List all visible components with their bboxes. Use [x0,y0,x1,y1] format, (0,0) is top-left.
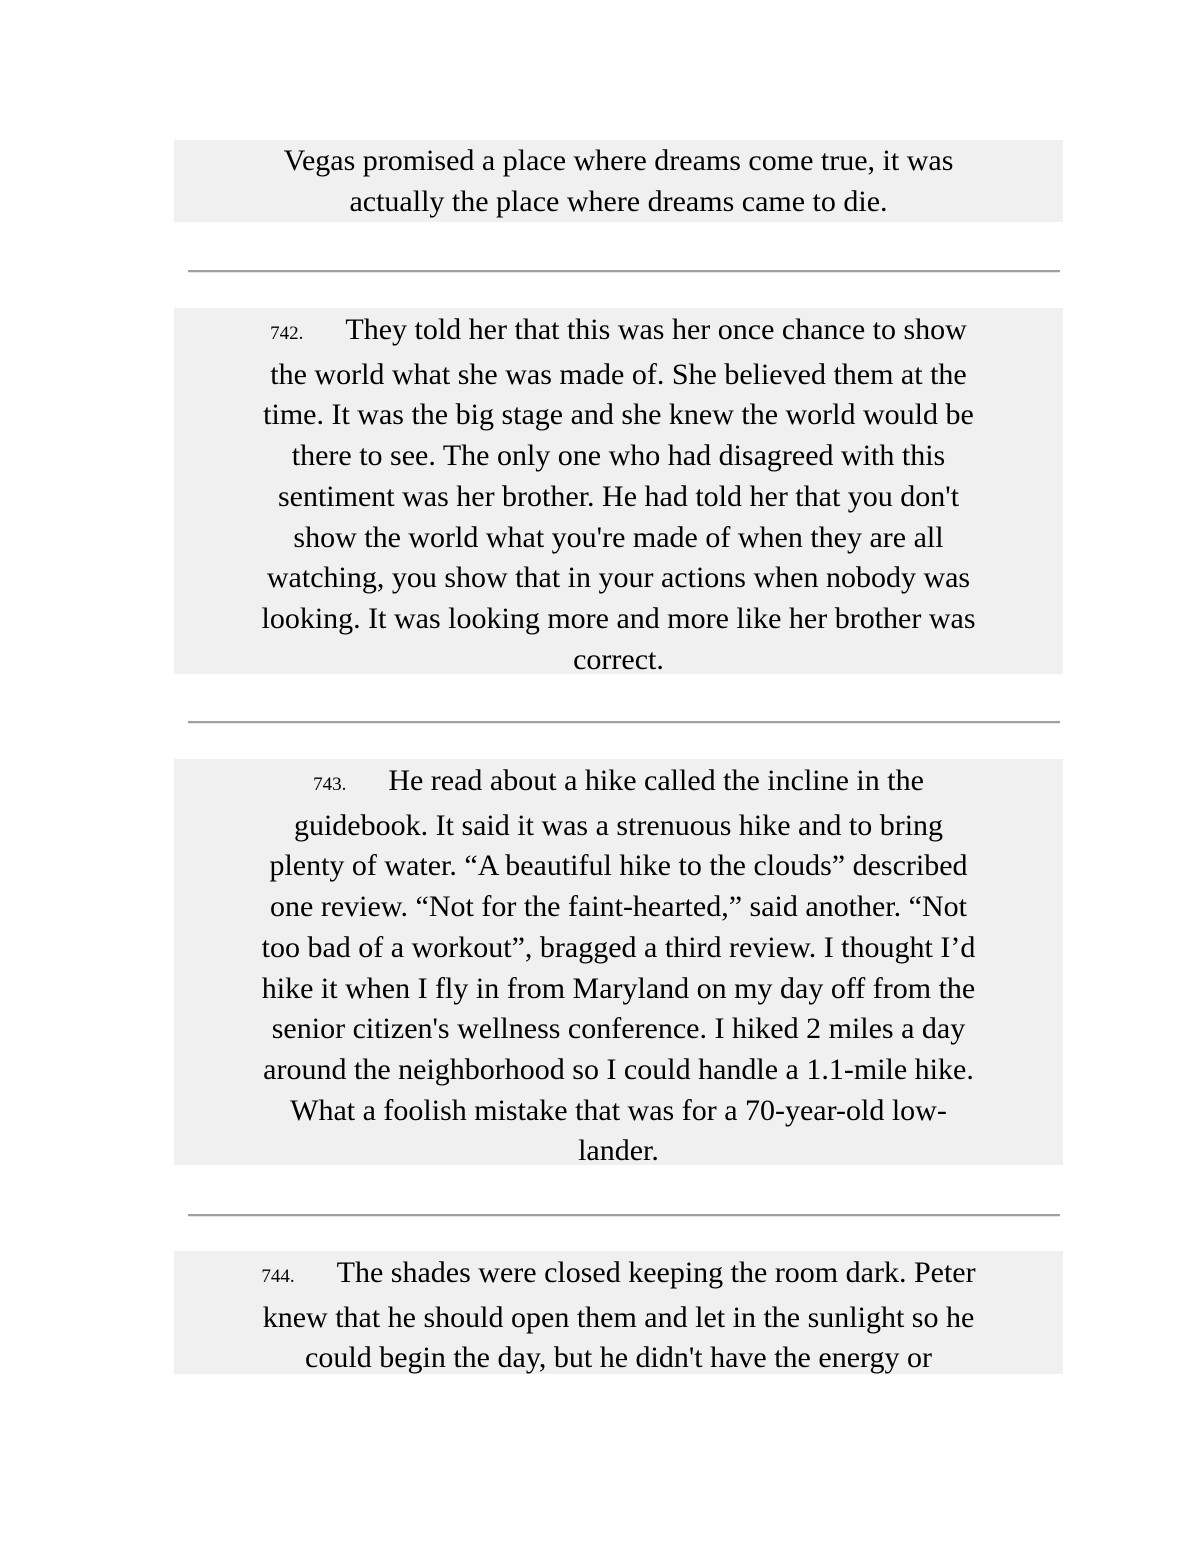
quote-line: could begin the day, but he didn't have the energy or [305,1341,932,1374]
quote-line: plenty of water. “A beautiful hike to the clouds” described [269,849,968,883]
quote-line [182,310,1055,355]
quote-line: time. It was the big stage and she knew the world would be [263,398,974,432]
quote-line: knew that he should open them and let in the sunlight so he [262,1300,975,1334]
horizontal-divider [188,270,1060,273]
quote-line: guidebook. It said it was a strenuous hike and to bring [293,808,944,842]
quote-text: They told her that this was her once chance to show [345,313,967,346]
quote-line: too bad of a workout”, bragged a third review. I thought I’d [261,930,976,964]
quote-block-743 [174,759,1063,1168]
quote-line: hike it when I fly in from Maryland on my day off from the [261,971,976,1005]
entry-number: 743. [313,774,347,795]
quote-line [182,1253,1055,1298]
quote-line: What a foolish mistake that was for a 70-year-old low- [290,1093,947,1127]
quote-line: sentiment was her brother. He had told her that you don't [277,479,960,513]
quote-line: Vegas promised a place where dreams come true, it was [283,144,954,177]
quote-block [174,140,1063,222]
quote-line: show the world what you're made of when they are all [293,520,944,554]
quote-line: one review. “Not for the faint-hearted,” said another. “Not [270,890,967,924]
quote-line: actually the place where dreams came to die. [349,184,888,218]
entry-number: 742. [270,323,304,344]
quote-line: there to see. The only one who had disagreed with this [291,439,946,473]
quote-line: looking. It was looking more and more like her brother was [261,601,976,635]
quote-line: the world what she was made of. She believed them at the [270,357,967,391]
quote-line [182,761,1055,806]
entry-number: 744. [261,1266,295,1287]
quote-text: The shades were closed keeping the room dark. Peter [336,1256,976,1289]
quote-block-744 [174,1251,1063,1374]
quote-line: watching, you show that in your actions when nobody was [266,561,971,595]
quote-line: lander. [578,1134,659,1168]
horizontal-divider [188,721,1060,724]
quote-line: senior citizen's wellness conference. I hiked 2 miles a day [271,1012,966,1046]
quote-text: He read about a hike called the incline in the [388,764,924,797]
quote-line: around the neighborhood so I could handle a 1.1-mile hike. [263,1052,974,1086]
horizontal-divider [188,1214,1060,1217]
quote-block-742 [174,308,1063,674]
quote-line: correct. [573,642,664,676]
